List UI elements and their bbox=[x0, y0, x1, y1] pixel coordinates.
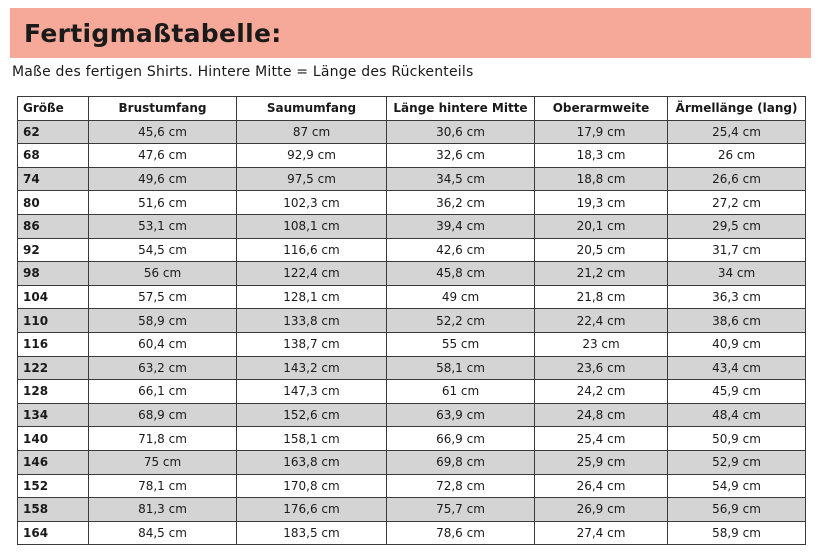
cell-hem: 116,6 cm bbox=[237, 238, 387, 262]
table-row bbox=[18, 309, 806, 333]
column-header-back-length: Länge hintere Mitte bbox=[387, 97, 535, 121]
cell-chest: 68,9 cm bbox=[89, 403, 237, 427]
cell-hem: 152,6 cm bbox=[237, 403, 387, 427]
cell-chest: 60,4 cm bbox=[89, 332, 237, 356]
cell-back-length: 42,6 cm bbox=[387, 238, 535, 262]
cell-size: 146 bbox=[18, 450, 89, 474]
cell-chest: 75 cm bbox=[89, 450, 237, 474]
cell-sleeve-length: 29,5 cm bbox=[668, 214, 806, 238]
table-row bbox=[18, 214, 806, 238]
cell-upper-arm: 21,8 cm bbox=[535, 285, 668, 309]
cell-size: 134 bbox=[18, 403, 89, 427]
cell-hem: 102,3 cm bbox=[237, 191, 387, 215]
cell-chest: 84,5 cm bbox=[89, 521, 237, 545]
table-row bbox=[18, 332, 806, 356]
table-header-row bbox=[18, 97, 806, 121]
cell-back-length: 45,8 cm bbox=[387, 262, 535, 286]
cell-size: 80 bbox=[18, 191, 89, 215]
page-title: Fertigmaßtabelle: bbox=[24, 19, 282, 48]
cell-back-length: 58,1 cm bbox=[387, 356, 535, 380]
cell-sleeve-length: 27,2 cm bbox=[668, 191, 806, 215]
cell-hem: 92,9 cm bbox=[237, 144, 387, 168]
cell-back-length: 75,7 cm bbox=[387, 498, 535, 522]
cell-back-length: 72,8 cm bbox=[387, 474, 535, 498]
cell-size: 152 bbox=[18, 474, 89, 498]
cell-upper-arm: 19,3 cm bbox=[535, 191, 668, 215]
cell-upper-arm: 25,9 cm bbox=[535, 450, 668, 474]
cell-hem: 183,5 cm bbox=[237, 521, 387, 545]
cell-size: 98 bbox=[18, 262, 89, 286]
table-row bbox=[18, 427, 806, 451]
cell-hem: 108,1 cm bbox=[237, 214, 387, 238]
cell-back-length: 78,6 cm bbox=[387, 521, 535, 545]
cell-upper-arm: 20,5 cm bbox=[535, 238, 668, 262]
cell-upper-arm: 25,4 cm bbox=[535, 427, 668, 451]
cell-sleeve-length: 58,9 cm bbox=[668, 521, 806, 545]
cell-hem: 158,1 cm bbox=[237, 427, 387, 451]
cell-back-length: 52,2 cm bbox=[387, 309, 535, 333]
table-row bbox=[18, 238, 806, 262]
cell-size: 140 bbox=[18, 427, 89, 451]
cell-hem: 122,4 cm bbox=[237, 262, 387, 286]
cell-upper-arm: 18,8 cm bbox=[535, 167, 668, 191]
cell-upper-arm: 20,1 cm bbox=[535, 214, 668, 238]
cell-chest: 53,1 cm bbox=[89, 214, 237, 238]
cell-size: 92 bbox=[18, 238, 89, 262]
cell-size: 128 bbox=[18, 380, 89, 404]
table-row bbox=[18, 521, 806, 545]
table-row bbox=[18, 450, 806, 474]
cell-chest: 58,9 cm bbox=[89, 309, 237, 333]
table-row bbox=[18, 380, 806, 404]
cell-chest: 71,8 cm bbox=[89, 427, 237, 451]
cell-back-length: 49 cm bbox=[387, 285, 535, 309]
cell-hem: 147,3 cm bbox=[237, 380, 387, 404]
cell-hem: 97,5 cm bbox=[237, 167, 387, 191]
cell-upper-arm: 21,2 cm bbox=[535, 262, 668, 286]
cell-upper-arm: 23,6 cm bbox=[535, 356, 668, 380]
cell-chest: 63,2 cm bbox=[89, 356, 237, 380]
cell-hem: 128,1 cm bbox=[237, 285, 387, 309]
cell-upper-arm: 26,4 cm bbox=[535, 474, 668, 498]
cell-chest: 56 cm bbox=[89, 262, 237, 286]
cell-sleeve-length: 31,7 cm bbox=[668, 238, 806, 262]
cell-size: 110 bbox=[18, 309, 89, 333]
table-body bbox=[18, 120, 806, 545]
cell-size: 68 bbox=[18, 144, 89, 168]
cell-size: 158 bbox=[18, 498, 89, 522]
table-row bbox=[18, 191, 806, 215]
cell-hem: 176,6 cm bbox=[237, 498, 387, 522]
table-row bbox=[18, 356, 806, 380]
cell-chest: 66,1 cm bbox=[89, 380, 237, 404]
cell-size: 86 bbox=[18, 214, 89, 238]
cell-size: 164 bbox=[18, 521, 89, 545]
column-header-hem: Saumumfang bbox=[237, 97, 387, 121]
cell-chest: 51,6 cm bbox=[89, 191, 237, 215]
table-row bbox=[18, 167, 806, 191]
cell-size: 104 bbox=[18, 285, 89, 309]
cell-sleeve-length: 26 cm bbox=[668, 144, 806, 168]
size-table bbox=[17, 96, 806, 545]
cell-size: 116 bbox=[18, 332, 89, 356]
cell-back-length: 39,4 cm bbox=[387, 214, 535, 238]
page-subtitle: Maße des fertigen Shirts. Hintere Mitte = Länge des Rückenteils bbox=[12, 64, 474, 80]
column-header-chest: Brustumfang bbox=[89, 97, 237, 121]
cell-back-length: 55 cm bbox=[387, 332, 535, 356]
cell-sleeve-length: 54,9 cm bbox=[668, 474, 806, 498]
column-header-upper-arm: Oberarmweite bbox=[535, 97, 668, 121]
cell-sleeve-length: 26,6 cm bbox=[668, 167, 806, 191]
cell-sleeve-length: 25,4 cm bbox=[668, 120, 806, 144]
cell-upper-arm: 17,9 cm bbox=[535, 120, 668, 144]
cell-upper-arm: 23 cm bbox=[535, 332, 668, 356]
cell-back-length: 34,5 cm bbox=[387, 167, 535, 191]
cell-chest: 45,6 cm bbox=[89, 120, 237, 144]
cell-sleeve-length: 36,3 cm bbox=[668, 285, 806, 309]
cell-upper-arm: 27,4 cm bbox=[535, 521, 668, 545]
cell-chest: 47,6 cm bbox=[89, 144, 237, 168]
cell-hem: 143,2 cm bbox=[237, 356, 387, 380]
cell-size: 74 bbox=[18, 167, 89, 191]
cell-sleeve-length: 40,9 cm bbox=[668, 332, 806, 356]
cell-back-length: 30,6 cm bbox=[387, 120, 535, 144]
cell-sleeve-length: 52,9 cm bbox=[668, 450, 806, 474]
table-row bbox=[18, 144, 806, 168]
table-row bbox=[18, 474, 806, 498]
cell-chest: 78,1 cm bbox=[89, 474, 237, 498]
cell-chest: 81,3 cm bbox=[89, 498, 237, 522]
cell-hem: 87 cm bbox=[237, 120, 387, 144]
cell-chest: 49,6 cm bbox=[89, 167, 237, 191]
cell-size: 122 bbox=[18, 356, 89, 380]
cell-chest: 57,5 cm bbox=[89, 285, 237, 309]
table-row bbox=[18, 498, 806, 522]
cell-back-length: 69,8 cm bbox=[387, 450, 535, 474]
title-banner bbox=[10, 8, 811, 58]
column-header-size: Größe bbox=[18, 97, 89, 121]
cell-back-length: 36,2 cm bbox=[387, 191, 535, 215]
cell-sleeve-length: 48,4 cm bbox=[668, 403, 806, 427]
cell-upper-arm: 22,4 cm bbox=[535, 309, 668, 333]
cell-sleeve-length: 38,6 cm bbox=[668, 309, 806, 333]
cell-upper-arm: 18,3 cm bbox=[535, 144, 668, 168]
cell-sleeve-length: 45,9 cm bbox=[668, 380, 806, 404]
table-row bbox=[18, 285, 806, 309]
cell-size: 62 bbox=[18, 120, 89, 144]
cell-upper-arm: 24,8 cm bbox=[535, 403, 668, 427]
cell-hem: 163,8 cm bbox=[237, 450, 387, 474]
cell-back-length: 32,6 cm bbox=[387, 144, 535, 168]
cell-hem: 138,7 cm bbox=[237, 332, 387, 356]
cell-back-length: 61 cm bbox=[387, 380, 535, 404]
cell-upper-arm: 26,9 cm bbox=[535, 498, 668, 522]
table-row bbox=[18, 262, 806, 286]
cell-sleeve-length: 34 cm bbox=[668, 262, 806, 286]
cell-back-length: 66,9 cm bbox=[387, 427, 535, 451]
cell-sleeve-length: 56,9 cm bbox=[668, 498, 806, 522]
column-header-sleeve-length: Ärmellänge (lang) bbox=[668, 97, 806, 121]
cell-hem: 133,8 cm bbox=[237, 309, 387, 333]
cell-upper-arm: 24,2 cm bbox=[535, 380, 668, 404]
cell-sleeve-length: 50,9 cm bbox=[668, 427, 806, 451]
cell-back-length: 63,9 cm bbox=[387, 403, 535, 427]
cell-chest: 54,5 cm bbox=[89, 238, 237, 262]
table-row bbox=[18, 120, 806, 144]
cell-sleeve-length: 43,4 cm bbox=[668, 356, 806, 380]
cell-hem: 170,8 cm bbox=[237, 474, 387, 498]
table-row bbox=[18, 403, 806, 427]
